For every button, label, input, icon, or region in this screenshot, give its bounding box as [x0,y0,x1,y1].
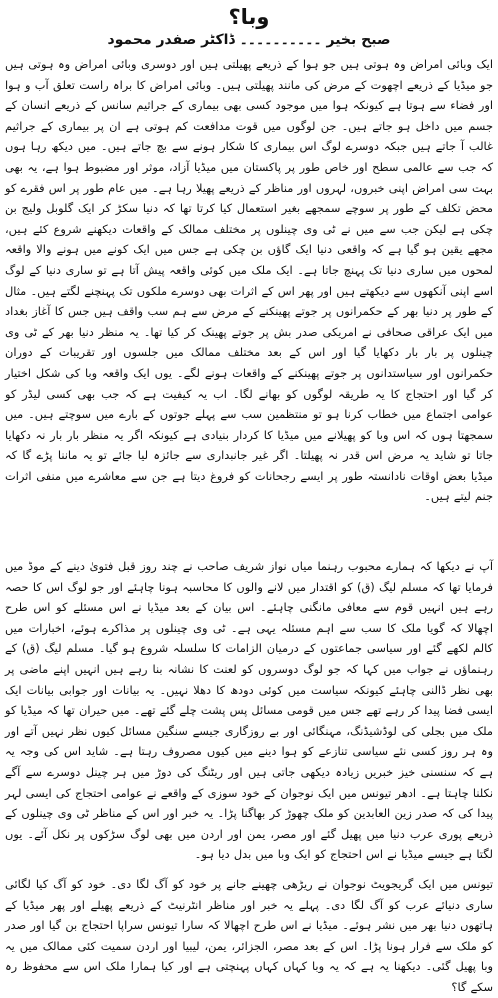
article-title: وبا؟ [228,5,270,29]
paragraph-divider [5,548,493,556]
newspaper-column [0,2,498,994]
article-paragraph-3: تیونس میں ایک گریجویٹ نوجوان نے ریڑھی چھینے جانے پر خود کو آگ لگا دی۔ خود کو آگ کیا لگائی ساری دنیائے عرب کو آگ لگا دی۔ پہلے یہ خبر اور مناظر انٹرنیٹ کے ذریعے پھیلے اور پھر میڈیا کے ہاتھوں دنیا بھر میں نشر ہوئے۔ میڈیا نے اس طرح اچھالا کہ سارا تیونس سراپا احتجاج بن گیا اور صدر کو ملک سے فرار ہونا پڑا۔ اس کے بعد مصر، الجزائر، یمن، لیبیا اور اردن سمیت کئی ممالک میں یہ وبا پھیل گئی۔ دیکھنا یہ ہے کہ یہ وبا کہاں کہاں پہنچتی ہے اور کیا ہمارا ملک اس سے محفوظ رہ سکے گا؟ [5,877,493,994]
article-paragraph-2: آپ نے دیکھا کہ ہمارے محبوب رہنما میاں نواز شریف صاحب نے چند روز قبل فتویٰ دینے کے موڈ میں فرمایا تھا کہ مسلم لیگ (ق) کو اقتدار میں لانے والوں کا محاسبہ ہونا چاہئے اور جو لوگ اس کا حصہ رہے ہیں انہیں قوم سے معافی مانگنی چاہئے۔ اس بیان کے بعد میڈیا نے اس مسئلے کو اس طرح اچھالا کہ گویا ملک کا سب سے اہم مسئلہ یہی ہے۔ ٹی وی چینلوں پر مذاکرے ہوئے، اخبارات میں کالم لکھے گئے اور سیاسی جماعتوں کے درمیان الزامات کا سلسلہ شروع ہو گیا۔ مسلم لیگ (ق) کے رہنماؤں نے جواب میں کہا کہ جو لوگ دوسروں کو لعنت کا نشانہ بنا رہے ہیں انہیں اپنے ماضی پر بھی نظر ڈالنی چاہئے کیونکہ سیاست میں کوئی دودھ کا دھلا نہیں۔ یہ بیانات اور جوابی بیانات ایک ایسی فضا پیدا کر رہے تھے جس میں قومی مسائل پس پشت چلے گئے تھے۔ میں حیران تھا کہ میڈیا کو ملک میں بجلی کی لوڈشیڈنگ، مہنگائی اور بے روزگاری جیسے سنگین مسائل کیوں نظر نہیں آتے اور وہ ہر روز کسی نئے سیاسی تنازعے کو ہوا دینے میں کیوں مصروف رہتا ہے۔ شاید اس کی وجہ یہ ہے کہ سنسنی خیز خبریں زیادہ دیکھی جاتی ہیں اور ریٹنگ کی دوڑ میں ہر چینل دوسرے سے آگے نکلنا چاہتا ہے۔ ادھر تیونس میں ایک نوجوان کے خود سوزی کے واقعے نے عوامی احتجاج کی ایسی لہر پیدا کی کہ صدر زین العابدین کو ملک چھوڑ کر بھاگنا پڑا۔ یہ خبر اور اس کے مناظر ٹی وی چینلوں کے ذریعے پوری عرب دنیا میں پھیل گئے اور مصر، یمن اور اردن میں بھی لوگ سڑکوں پر نکل آئے۔ یوں لگتا ہے جیسے میڈیا نے اس احتجاج کو ایک وبا میں بدل دیا ہو۔ [5,559,493,862]
article-byline: صبح بخیر ۔۔۔۔۔۔۔۔۔۔ ڈاکٹر صفدر محمود [107,32,391,48]
article-paragraph-1: ایک وبائی امراض وہ ہوتی ہیں جو ہوا کے ذریعے پھیلتی ہیں اور دوسری وبائی امراض وہ ہوتی ہیں جو میڈیا کے ذریعے اچھوت کے مرض کی مانند پھیلتی ہیں۔ وبائی امراض کا براہ راست تعلق آب و ہوا اور فضاء سے ہوتا ہے کیونکہ ہوا میں موجود کسی بھی بیماری کے جراثیم سانس کے ذریعے انسان کے جسم میں داخل ہو جاتے ہیں۔ جن لوگوں میں قوت مدافعت کم ہوتی ہے ان پر بیماری کے جراثیم غالب آ جاتے ہیں جبکہ دوسرے لوگ اس بیماری کا شکار ہونے سے بچ جاتے ہیں۔ میں دیکھ رہا ہوں کہ جب سے عالمی سطح اور خاص طور پر پاکستان میں میڈیا آزاد، موثر اور مضبوط ہوا ہے، یہ بھی بہت سی امراض اپنی خبروں، لہروں اور مناظر کے ذریعے پھیلا رہا ہے۔ میں عام طور پر اس فقرے کو محض تکلف کے طور پر سوچے سمجھے بغیر استعمال کیا کرتا تھا کہ دنیا سکڑ کر ایک گلوبل ولیج بن چکی ہے لیکن جب سے میں نے ٹی وی چینلوں پر مختلف ممالک کے واقعات دیکھنے شروع کئے ہیں، مجھے یقین ہو گیا ہے کہ واقعی دنیا ایک گاؤں بن چکی ہے جس میں ایک کونے میں ہونے والا واقعہ لمحوں میں ساری دنیا تک پہنچ جاتا ہے۔ ایک ملک میں کوئی واقعہ پیش آتا ہے تو ساری دنیا کے لوگ اسے اپنی آنکھوں سے دیکھتے ہیں اور پھر اس کے اثرات بھی دوسرے ملکوں تک پہنچنے لگتے ہیں۔ مثال کے طور پر دنیا بھر کے حکمرانوں پر جوتے پھینکنے کے مرض سے ہم سب واقف ہیں جس کا آغاز بغداد میں ایک عراقی صحافی نے امریکی صدر بش پر جوتے پھینک کر کیا تھا۔ یہ منظر دنیا بھر کے ٹی وی چینلوں پر بار بار دکھایا گیا اور اس کے بعد مختلف ممالک میں جلسوں اور تقریبات کے دوران حکمرانوں اور سیاستدانوں پر جوتے پھینکنے کے واقعات ہونے لگے۔ یوں ایک واقعہ وبا کی شکل اختیار کر گیا اور احتجاج کا یہ طریقہ لوگوں کو بھانے لگا۔ اب یہ کیفیت ہے کہ جب بھی کسی لیڈر کو عوامی اجتماع میں خطاب کرنا ہو تو منتظمین سب سے پہلے جوتوں کے بارے میں سوچتے ہیں۔ میں سمجھتا ہوں کہ اس وبا کو پھیلانے میں میڈیا کا کردار بنیادی ہے کیونکہ اگر یہ منظر بار بار نہ دکھایا جاتا تو شاید یہ مرض اس قدر نہ پھیلتا۔ اگر غیر جانبداری سے جائزہ لیا جائے تو یہ ماننا پڑے گا کہ میڈیا بعض اوقات نادانستہ طور پر ایسے رجحانات کو فروغ دیتا ہے جن سے معاشرے میں منفی اثرات جنم لیتے ہیں۔ [5,57,493,504]
paragraph-divider [5,866,493,874]
